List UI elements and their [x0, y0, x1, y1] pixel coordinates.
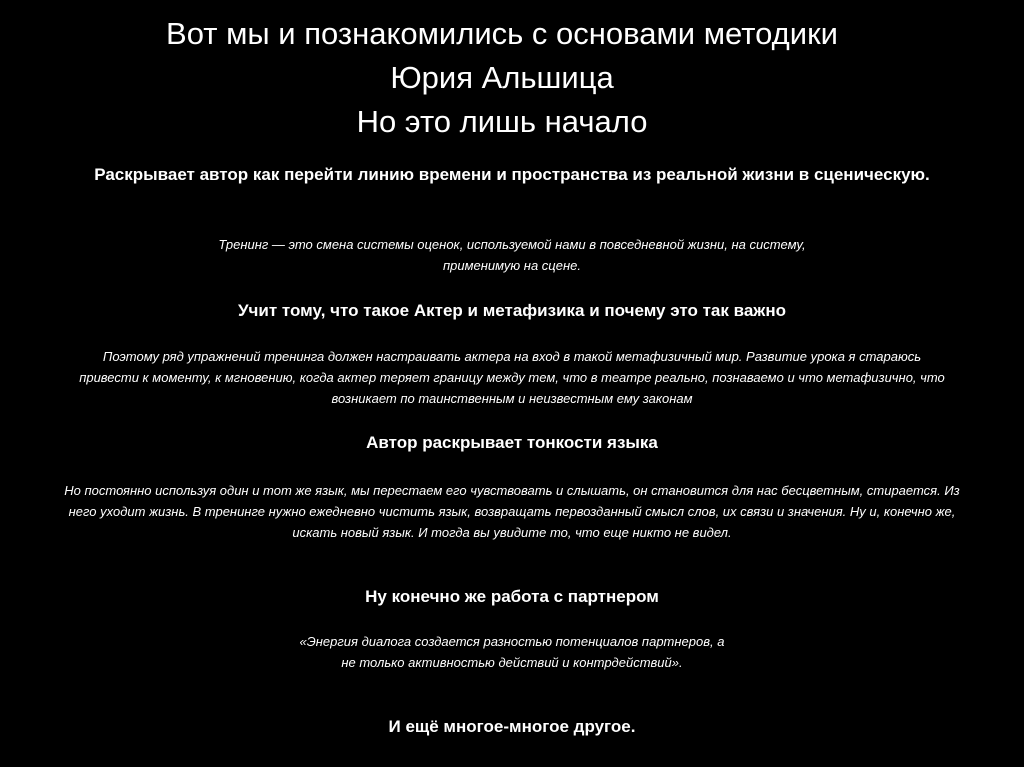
title-line-3: Но это лишь начало	[356, 104, 648, 139]
closing-line: И ещё многое-многое другое.	[388, 717, 636, 736]
section-2-heading: Учит тому, что такое Актер и метафизика и почему это так важно	[237, 301, 787, 320]
section-1-heading: Раскрывает автор как перейти линию времени и пространства из реальной жизни в сценическую.	[94, 165, 930, 184]
title-line-2: Юрия Альшица	[390, 60, 614, 95]
title-line-1: Вот мы и познакомились с основами методики	[166, 16, 838, 51]
section-4-text: «Энергия диалога создается разностью потенциалов партнеров, а не только активностью действий и контрдействий».	[299, 634, 725, 670]
section-4-heading: Ну конечно же работа с партнером	[365, 587, 659, 606]
section-3-heading: Автор раскрывает тонкости языка	[366, 433, 658, 452]
section-3-text: Но постоянно используя один и тот же язык, мы перестаем его чувствовать и слышать, он становится для нас бесцветным, стирается. Из него уходит жизнь. В тренинге нужно ежедневно чистить язык, возвращать первозданный смысл слов, их связи и значения. Ну и, конечно же, искать новый язык. И тогда вы увидите то, что еще никто не видел.	[64, 483, 960, 540]
section-2-text: Поэтому ряд упражнений тренинга должен настраивать актера на вход в такой метафизичный мир. Развитие урока я стараюсь привести к моменту, к мгновению, когда актер теряет границу между тем, что в театре реально, познаваемо и что метафизично, что возникает по таинственным и неизвестным ему законам	[79, 349, 945, 406]
section-1-text: Тренинг — это смена системы оценок, используемой нами в повседневной жизни, на систему, применимую на сцене.	[218, 237, 806, 273]
slide-title	[62, 12, 942, 144]
